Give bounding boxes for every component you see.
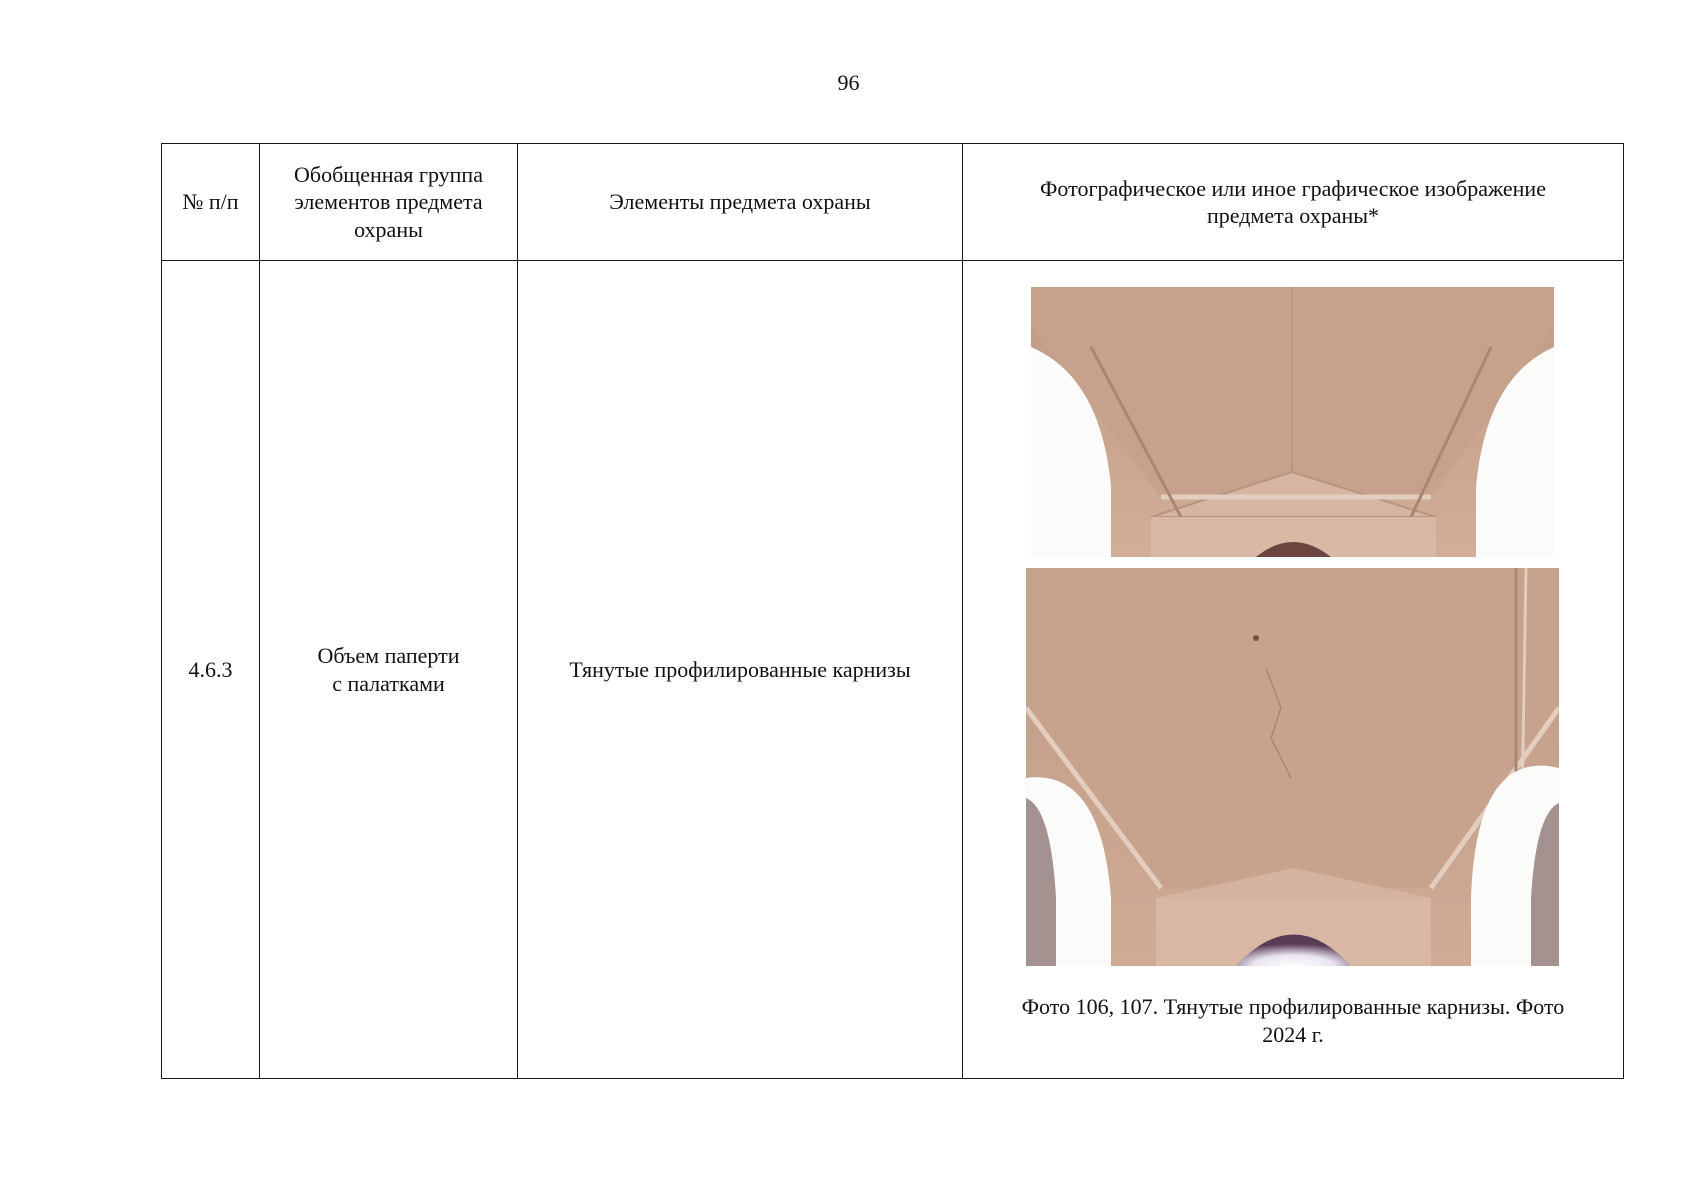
cell-number: [162, 261, 260, 1079]
photo-caption: Фото 106, 107. Тянутые профилированные карнизы. Фото 2024 г.: [1021, 994, 1565, 1047]
photo-106: [1031, 287, 1554, 557]
header-group: [260, 144, 518, 261]
header-image: [963, 144, 1624, 261]
heritage-elements-table: [161, 143, 1624, 1079]
header-image-label: Фотографическое или иное графическое изображение предмета охраны*: [1040, 175, 1546, 228]
header-group-label: Обобщенная группа элементов предмета охраны: [294, 161, 483, 242]
header-elements: [518, 144, 963, 261]
table-row: [162, 261, 1624, 1079]
cell-group: [260, 261, 518, 1079]
header-number: [162, 144, 260, 261]
row-number: 4.6.3: [188, 656, 233, 682]
photo-107: [1026, 568, 1559, 966]
row-group: Объем паперти с палатками: [317, 643, 460, 696]
header-elements-label: Элементы предмета охраны: [609, 189, 871, 215]
page-number: 96: [837, 70, 860, 95]
table-header-row: [162, 144, 1624, 261]
cell-image: [963, 261, 1624, 1079]
row-elements: Тянутые профилированные карнизы: [569, 656, 911, 682]
cell-elements: [518, 261, 963, 1079]
header-number-label: № п/п: [182, 189, 239, 215]
